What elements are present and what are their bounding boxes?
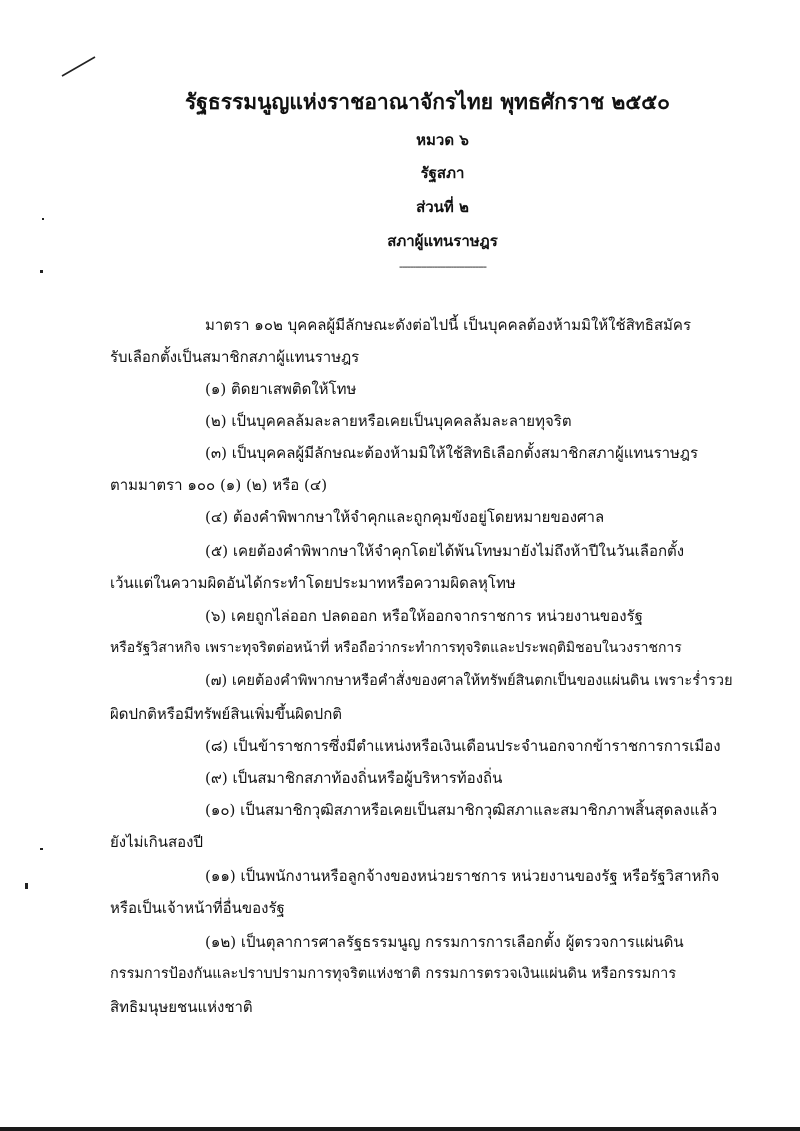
body-line: หรือรัฐวิสาหกิจ เพราะทุจริตต่อหน้าที่ หรือถือว่ากระทำการทุจริตและประพฤติมิชอบในวงราชการ xyxy=(110,640,682,656)
body-line: (๙) เป็นสมาชิกสภาท้องถิ่นหรือผู้บริหารท้องถิ่น xyxy=(205,769,503,787)
body-line: สิทธิมนุษยชนแห่งชาติ xyxy=(110,998,253,1016)
scan-dot xyxy=(40,848,43,850)
document-title: รัฐธรรมนูญแห่งราชอาณาจักรไทย พุทธศักราช ๒๕๕๐ xyxy=(185,89,670,114)
body-line: กรรมการป้องกันและปราบปรามการทุจริตแห่งชาติ กรรมการตรวจเงินแผ่นดิน หรือกรรมการ xyxy=(110,966,677,982)
body-line: (๔) ต้องคำพิพากษาให้จำคุกและถูกคุมขังอยู่โดยหมายของศาล xyxy=(205,508,605,526)
part-heading: ส่วนที่ ๒ xyxy=(416,198,469,216)
body-line: รับเลือกตั้งเป็นสมาชิกสภาผู้แทนราษฎร xyxy=(110,348,360,366)
body-line: (๒) เป็นบุคคลล้มละลายหรือเคยเป็นบุคคลล้มละลายทุจริต xyxy=(205,412,572,430)
scan-dot xyxy=(25,883,28,889)
body-line: หรือเป็นเจ้าหน้าที่อื่นของรัฐ xyxy=(110,899,285,917)
body-line: (๑) ติดยาเสพติดให้โทษ xyxy=(205,380,357,398)
body-line: (๑๒) เป็นตุลาการศาลรัฐธรรมนูญ กรรมการการเลือกตั้ง ผู้ตรวจการแผ่นดิน xyxy=(205,933,684,951)
body-line: มาตรา ๑๐๒ บุคคลผู้มีลักษณะดังต่อไปนี้ เป็นบุคคลต้องห้ามมิให้ใช้สิทธิสมัคร xyxy=(205,316,692,334)
body-line: ตามมาตรา ๑๐๐ (๑) (๒) หรือ (๔) xyxy=(110,476,328,494)
body-line: ผิดปกติหรือมีทรัพย์สินเพิ่มขึ้นผิดปกติ xyxy=(110,705,343,723)
body-line: (๓) เป็นบุคคลผู้มีลักษณะต้องห้ามมิให้ใช้สิทธิเลือกตั้งสมาชิกสภาผู้แทนราษฎร xyxy=(205,444,699,462)
body-line: (๘) เป็นข้าราชการซึ่งมีตำแหน่งหรือเงินเดือนประจำนอกจากข้าราชการการเมือง xyxy=(205,737,721,755)
body-line: (๑๐) เป็นสมาชิกวุฒิสภาหรือเคยเป็นสมาชิกวุฒิสภาและสมาชิกภาพสิ้นสุดลงแล้ว xyxy=(205,801,718,819)
body-line: (๕) เคยต้องคำพิพากษาให้จำคุกโดยได้พ้นโทษมายังไม่ถึงห้าปีในวันเลือกตั้ง xyxy=(205,542,685,560)
body-line: เว้นแต่ในความผิดอันได้กระทำโดยประมาทหรือความผิดลหุโทษ xyxy=(110,574,516,592)
body-line: ยังไม่เกินสองปี xyxy=(110,833,204,851)
body-line: (๖) เคยถูกไล่ออก ปลดออก หรือให้ออกจากราชการ หน่วยงานของรัฐ xyxy=(205,607,643,625)
scan-bottom-edge xyxy=(0,1127,800,1131)
section-divider: -------------------------------- xyxy=(399,260,486,273)
body-line: (๑๑) เป็นพนักงานหรือลูกจ้างของหน่วยราชการ หน่วยงานของรัฐ หรือรัฐวิสาหกิจ xyxy=(205,867,720,885)
part-name: สภาผู้แทนราษฎร xyxy=(387,232,498,250)
body-line: (๗) เคยต้องคำพิพากษาหรือคำสั่งของศาลให้ทรัพย์สินตกเป็นของแผ่นดิน เพราะร่ำรวย xyxy=(205,673,733,689)
chapter-heading: หมวด ๖ xyxy=(416,131,469,149)
chapter-name: รัฐสภา xyxy=(420,164,465,182)
